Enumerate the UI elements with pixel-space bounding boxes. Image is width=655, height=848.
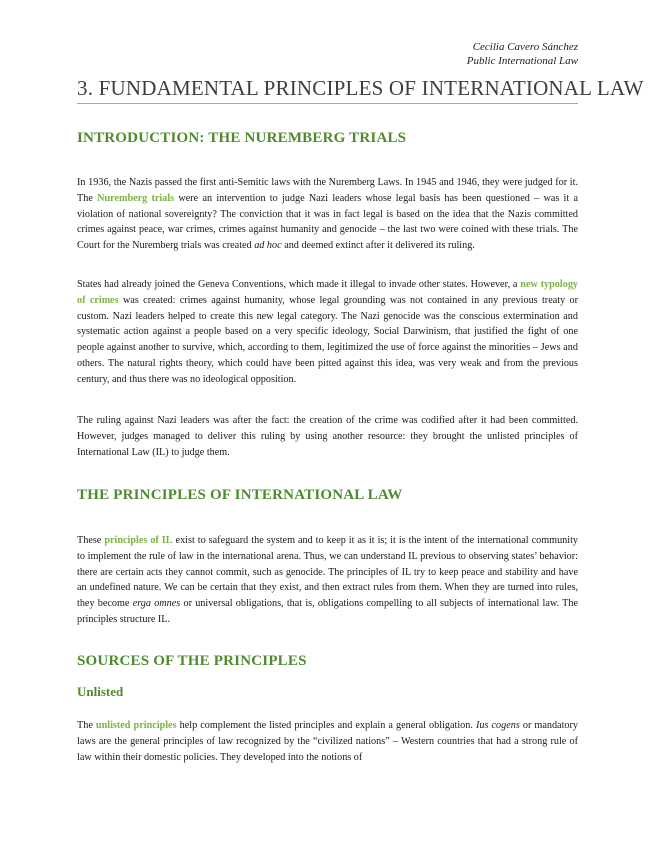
text-run: help complement the listed principles and explain a general obligation. — [176, 720, 476, 731]
text-run: exist to safeguard the system and to keep it as it is; it is the intent of the international community to implement the rule of law in the international arena. Thus, we can understand IL previous to observing states’ behavior: there are certain acts they cannot commit, such as genocide. The principles of IL try to keep peace and stability and have an undefined nature. We can be certain that they exist, and then extract rules from them. When they are turned into rules, they become — [77, 535, 579, 610]
page-header — [467, 40, 578, 68]
chapter-title: 3. FUNDAMENTAL PRINCIPLES OF INTERNATIONAL LAW — [77, 75, 578, 104]
section-heading-principles: THE PRINCIPLES OF INTERNATIONAL LAW — [77, 487, 403, 503]
text-run: The — [77, 720, 96, 731]
text-run: The ruling against Nazi leaders was after the fact: the creation of the crime was codified after it had been committed. However, judges managed to deliver this ruling by using another resource: they brought the unlisted principles of International Law (IL) to judge them. — [77, 415, 578, 458]
italic-term-ius-cogens: Ius cogens — [475, 720, 520, 731]
paragraph-intro-3 — [77, 413, 578, 460]
highlighted-term-new-typology: new typology of crimes — [77, 279, 579, 306]
author-name: Cecilia Cavero Sánchez — [472, 41, 578, 53]
paragraph-principles — [77, 533, 578, 628]
course-name: Public International Law — [466, 55, 578, 67]
text-run: These — [77, 535, 105, 546]
italic-term-erga-omnes: erga omnes — [132, 598, 181, 610]
paragraph-intro-2 — [77, 277, 578, 388]
text-run: were an intervention to judge Nazi leaders whose legal basis has been questioned – was it a violation of national sovereignty? The conviction that it was in fact legal is based on the idea that the Nazis committed crimes against peace, war crimes, crimes against humanity and genocide – the last two were coined with these trials. The Court for the Nuremberg trials was created — [77, 192, 578, 252]
italic-term-ad-hoc: ad hoc — [254, 240, 282, 252]
paragraph-unlisted — [77, 718, 578, 765]
highlighted-term-nuremberg-trials: Nuremberg trials — [97, 192, 175, 204]
text-run: In 1936, the Nazis passed the first anti-Semitic laws with the Nuremberg Laws. In 1945 and 1946, they were judged for it. The — [77, 177, 578, 204]
highlighted-term-unlisted-principles: unlisted principles — [95, 720, 177, 731]
subheading-unlisted: Unlisted — [77, 684, 124, 699]
paragraph-intro-1 — [77, 175, 578, 254]
text-run: was created: crimes against humanity, whose legal grounding was not contained in any previous treaty or custom. Nazi leaders helped to create this new legal category. The Nazi genocide was the conscious extermination and systematic action against a people based on a very specific ideology, Social Darwinism, that justified the fight of one people against another to survive, which, according to them, legitimized the use of force against the minorities – Jews and others. The natural rights theory, which could have been pitted against this idea, was very weak and from the previous century, and thus there was no ideological opposition. — [77, 294, 578, 385]
section-heading-sources: SOURCES OF THE PRINCIPLES — [77, 653, 307, 669]
text-run: States had already joined the Geneva Conventions, which made it illegal to invade other states. However, a — [77, 279, 521, 290]
text-run: and deemed extinct after it delivered its ruling. — [281, 240, 475, 252]
section-heading-introduction: INTRODUCTION: THE NUREMBERG TRIALS — [77, 130, 407, 146]
text-run: or mandatory laws are the general principles of law recognized by the “civilized nations” – Western countries that had a strong rule of law within their domestic policies. They developed into the notions of — [77, 720, 578, 763]
highlighted-term-principles-of-il: principles of IL — [104, 535, 173, 546]
text-run: or universal obligations, that is, obligations compelling to all subjects of international law. The principles structure IL. — [77, 598, 579, 625]
